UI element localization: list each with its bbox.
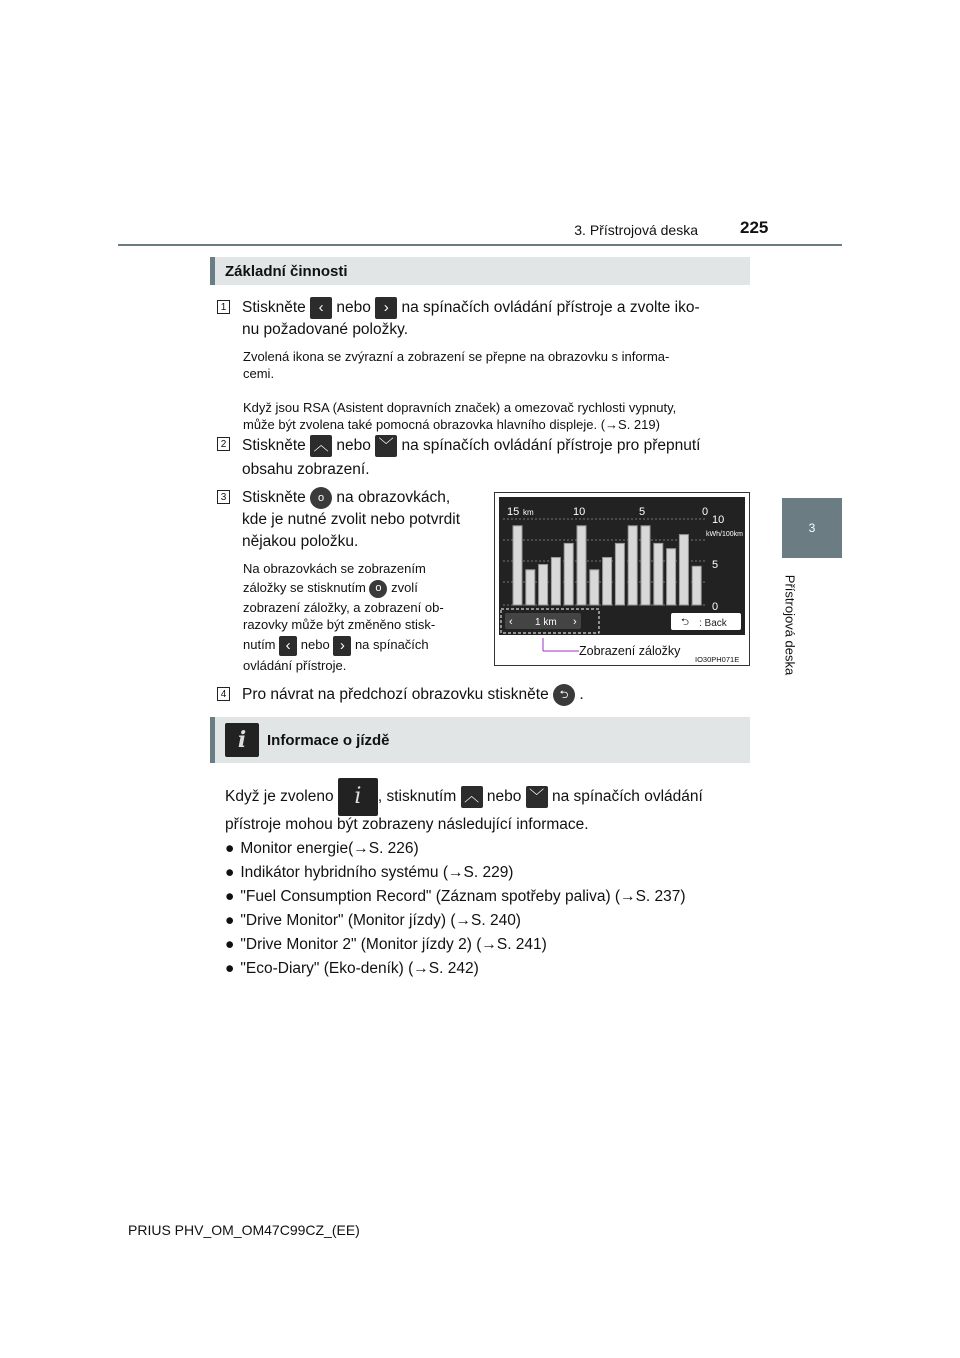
step-3-n1: Na obrazovkách se zobrazením xyxy=(243,561,426,576)
chart-bar xyxy=(667,549,676,605)
ok-button-icon: o xyxy=(310,487,332,509)
axis-label-5: 5 xyxy=(712,559,719,571)
step-1-note2b: může být zvolena také pomocná obrazovka hlavního displeje. (→S. 219) xyxy=(243,417,660,432)
step-number-3: 3 xyxy=(217,490,230,504)
step-2-after: na spínačích ovládání přístroje pro přepnutí xyxy=(401,437,701,454)
chart-bar xyxy=(551,557,560,605)
chart-bar xyxy=(564,543,573,605)
step-1-mid: nebo xyxy=(336,299,371,317)
step-1-note2a: Když jsou RSA (Asistent dopravních značek) a omezovač rychlosti vypnuty, xyxy=(243,400,677,415)
step-3-n5b: nebo xyxy=(300,637,330,652)
step-1-note1b: cemi. xyxy=(243,366,275,381)
step-1-before: Stiskněte xyxy=(242,299,306,317)
step-number-4: 4 xyxy=(217,687,230,701)
section-basic-title: Základní činnosti xyxy=(225,262,348,280)
step-3-notes xyxy=(243,560,479,674)
chart-bar xyxy=(577,526,586,605)
step-3-n3: zobrazení záložky, a zobrazení ob- xyxy=(243,600,444,615)
chart-bar xyxy=(615,543,624,605)
chevron-up-icon: ︿ xyxy=(310,435,332,457)
axis-label-10: 10 xyxy=(712,514,725,526)
header-rule xyxy=(118,244,842,246)
label-0: 0 xyxy=(702,506,709,518)
chart-bar xyxy=(692,566,701,605)
step-3-n6: ovládání přístroje. xyxy=(243,658,347,673)
step-1-line2: nu požadované položky. xyxy=(242,321,409,339)
back-button-icon: ⮌ xyxy=(553,684,575,706)
step-4-text: Pro návrat na předchozí obrazovku stiskněte xyxy=(242,686,549,704)
info-intro-a: Když je zvoleno xyxy=(225,788,334,806)
chart-bar xyxy=(679,535,688,605)
step-3-n5a: nutím xyxy=(243,637,276,652)
bullet-item: ● Indikátor hybridního systému (→S. 229) xyxy=(225,864,513,882)
info-intro-d: na spínačích ovládání xyxy=(552,788,703,806)
chevron-right-icon: › xyxy=(375,297,397,319)
chapter-label-text: Přístrojová deska xyxy=(782,574,798,676)
chart-bar xyxy=(513,526,522,605)
tab-right-chevron-icon: › xyxy=(573,616,577,628)
tab-label: 1 km xyxy=(535,617,557,628)
bullet-item: ● "Fuel Consumption Record" (Záznam spotřeby paliva) (→S. 237) xyxy=(225,888,686,906)
step-1-note1a: Zvolená ikona se zvýrazní a zobrazení se přepne na obrazovku s informa- xyxy=(243,349,670,364)
bullet-item: ● "Drive Monitor 2" (Monitor jízdy 2) (→S. 241) xyxy=(225,936,547,954)
step-2-line2: obsahu zobrazení. xyxy=(242,461,370,478)
axis-unit: kWh/100km xyxy=(706,531,743,538)
chart-bar xyxy=(641,526,650,605)
info-intro-line2: přístroje mohou být zobrazeny následující informace. xyxy=(225,816,589,833)
step-number-1: 1 xyxy=(217,300,230,314)
chevron-down-icon-inline: ﹀ xyxy=(526,786,548,808)
info-intro xyxy=(225,778,750,816)
chart-bar xyxy=(526,570,535,605)
step-1 xyxy=(242,297,752,341)
chart-bar xyxy=(603,557,612,605)
section-title: 3. Přístrojová deska xyxy=(574,222,698,238)
back-label: : Back xyxy=(699,618,727,629)
bullet-item: ● Monitor energie(→S. 226) xyxy=(225,840,419,858)
info-icon-inline: i xyxy=(338,778,378,816)
ok-button-icon-small: o xyxy=(369,580,387,598)
info-intro-b: , stisknutím xyxy=(377,788,457,806)
chevron-left-icon: ‹ xyxy=(310,297,332,319)
figure-code: IO30PH071E xyxy=(695,655,740,664)
label-10: 10 xyxy=(573,506,586,518)
step-1-after: na spínačích ovládání přístroje a zvolte iko- xyxy=(401,299,700,317)
bullet-item: ● "Drive Monitor" (Monitor jízdy) (→S. 240) xyxy=(225,912,521,930)
step-3-n2a: záložky se stisknutím xyxy=(243,580,366,595)
step-2-mid: nebo xyxy=(336,437,371,454)
step-3-line2: kde je nutné zvolit nebo potvrdit xyxy=(242,511,460,529)
section-info-heading xyxy=(210,717,750,763)
figure-tab-display xyxy=(494,492,750,666)
step-3 xyxy=(242,487,482,553)
section-basic-heading xyxy=(210,257,750,285)
step-3-n5c: na spínačích xyxy=(354,637,429,652)
step-1-notes xyxy=(243,348,753,433)
section-info-title: Informace o jízdě xyxy=(267,731,390,749)
chevron-up-icon-inline: ︿ xyxy=(461,786,483,808)
chart-bar xyxy=(654,543,663,605)
step-number-2: 2 xyxy=(217,437,230,451)
axis-label-0: 0 xyxy=(712,601,719,613)
document-footer: PRIUS PHV_OM_OM47C99CZ_(EE) xyxy=(128,1222,360,1238)
chapter-tab xyxy=(782,498,842,558)
chart-bar xyxy=(539,565,548,605)
chapter-label xyxy=(770,560,810,690)
step-3-n2b: zvolí xyxy=(391,580,418,595)
step-4-end: . xyxy=(579,686,584,704)
chevron-down-icon: ﹀ xyxy=(375,435,397,457)
label-km: km xyxy=(523,508,534,517)
label-15: 15 xyxy=(507,506,520,518)
figure-caption: Zobrazení záložky xyxy=(579,644,681,658)
step-2-before: Stiskněte xyxy=(242,437,306,454)
chapter-number: 3 xyxy=(808,521,816,535)
label-5: 5 xyxy=(639,506,646,518)
step-3-after: na obrazovkách, xyxy=(336,489,451,507)
bullet-item: ● "Eco-Diary" (Eko-deník) (→S. 242) xyxy=(225,960,479,978)
chevron-left-icon-small: ‹ xyxy=(279,636,297,656)
chevron-right-icon-small: › xyxy=(333,636,351,656)
chart-bar xyxy=(590,570,599,605)
step-3-n4: razovky může být změněno stisk- xyxy=(243,617,436,632)
back-arrow-icon: ⮌ xyxy=(681,617,690,628)
chart-bar xyxy=(628,526,637,605)
info-intro-c: nebo xyxy=(486,788,522,806)
step-4 xyxy=(242,684,752,706)
figure-svg xyxy=(495,493,749,665)
page-number: 225 xyxy=(740,218,769,237)
info-icon: i xyxy=(225,723,259,757)
step-3-line3: nějakou položku. xyxy=(242,533,359,551)
step-2 xyxy=(242,434,752,482)
step-3-before: Stiskněte xyxy=(242,489,306,507)
tab-left-chevron-icon: ‹ xyxy=(509,616,513,628)
